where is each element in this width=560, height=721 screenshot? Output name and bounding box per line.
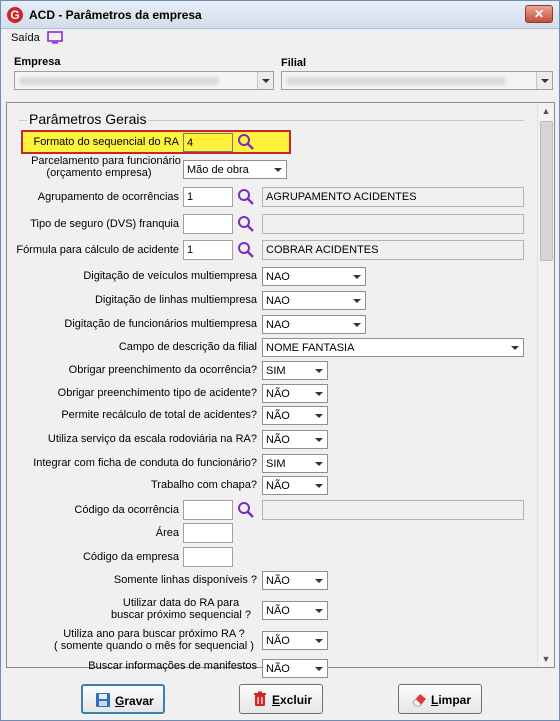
utiliza-ano-select[interactable] [262, 631, 328, 650]
filial-select[interactable] [281, 71, 553, 90]
dig-funcionarios-select[interactable] [262, 315, 366, 334]
trabalho-chapa-label: Trabalho com chapa? [151, 479, 257, 491]
chevron-down-icon [311, 431, 327, 448]
chevron-down-icon [270, 161, 286, 178]
monitor-icon[interactable] [47, 31, 63, 44]
recalculo-label: Permite recálculo de total de acidentes? [61, 409, 257, 421]
scroll-down-icon[interactable]: ▼ [541, 654, 551, 664]
window-title: ACD - Parâmetros da empresa [29, 8, 202, 22]
campo-filial-label: Campo de descrição da filial [118, 341, 257, 353]
somente-linhas-select[interactable] [262, 571, 328, 590]
chevron-down-icon [311, 385, 327, 402]
chevron-down-icon [311, 660, 327, 677]
formato-sequencial-label: Formato do sequencial do RA [33, 136, 179, 148]
eraser-icon [411, 691, 427, 707]
tipo-seguro-desc [262, 214, 524, 234]
filial-label: Filial [281, 57, 307, 69]
somente-linhas-label: Somente linhas disponíveis ? [113, 574, 257, 586]
codigo-ocorrencia-label: Código da ocorrência [74, 504, 179, 516]
trash-icon [252, 691, 268, 707]
codigo-empresa-label: Código da empresa [82, 551, 179, 563]
dig-funcionarios-label: Digitação de funcionários multiempresa [64, 318, 257, 330]
utiliza-ano-label-line2: ( somente quando o mês for sequencial ) [54, 640, 254, 652]
area-input[interactable] [183, 523, 233, 543]
title-bar [1, 1, 559, 29]
obrigar-ocorrencia-label: Obrigar preenchimento da ocorrência? [68, 364, 257, 376]
recalculo-select[interactable] [262, 406, 328, 425]
chevron-down-icon [257, 72, 273, 89]
utilizar-data-select[interactable] [262, 601, 328, 620]
chevron-down-icon [536, 72, 552, 89]
obrigar-tipo-select[interactable] [262, 384, 328, 403]
trabalho-chapa-select[interactable] [262, 476, 328, 495]
dig-linhas-label: Digitação de linhas multiempresa [94, 294, 257, 306]
codigo-ocorrencia-desc [262, 500, 524, 520]
chevron-down-icon [311, 407, 327, 424]
tipo-seguro-label: Tipo de seguro (DVS) franquia [30, 218, 179, 230]
campo-filial-select[interactable] [262, 338, 524, 357]
buscar-manifestos-label: Buscar informações de manifestos [88, 660, 257, 672]
group-title: Parâmetros Gerais [29, 111, 147, 127]
search-icon[interactable] [237, 215, 255, 233]
gravar-label: ravar [124, 694, 154, 708]
chevron-down-icon [311, 602, 327, 619]
excluir-button[interactable] [239, 684, 323, 714]
agrupamento-label: Agrupamento de ocorrências [37, 191, 179, 203]
empresa-label: Empresa [14, 56, 61, 68]
utiliza-ano-label-line1: Utiliza ano para buscar próximo RA ? [63, 628, 245, 640]
ficha-conduta-label: Integrar com ficha de conduta do funcionário? [33, 457, 257, 469]
tipo-seguro-code-input[interactable] [183, 214, 233, 234]
dig-linhas-select[interactable] [262, 291, 366, 310]
chevron-down-icon [507, 339, 523, 356]
obrigar-ocorrencia-select[interactable] [262, 361, 328, 380]
excluir-mnemonic: E [272, 693, 281, 707]
utilizar-data-label [103, 597, 259, 621]
save-icon [95, 692, 111, 708]
utiliza-ano-value: NÃO [266, 635, 290, 647]
agrupamento-code-input[interactable]: 1 [183, 187, 233, 207]
ficha-conduta-value: SIM [266, 458, 286, 470]
vertical-scrollbar[interactable] [537, 103, 554, 667]
formula-desc: COBRAR ACIDENTES [262, 240, 524, 260]
dig-veiculos-select[interactable] [262, 267, 366, 286]
limpar-label: impar [438, 693, 472, 707]
utilizar-data-label-line1: Utilizar data do RA para [122, 597, 240, 609]
recalculo-value: NÃO [266, 410, 290, 422]
parcelamento-label-line1: Parcelamento para funcionário [31, 155, 181, 167]
scrollbar-thumb[interactable] [540, 121, 553, 261]
excluir-label: xcluir [280, 693, 313, 707]
chevron-down-icon [311, 362, 327, 379]
agrupamento-desc: AGRUPAMENTO ACIDENTES [262, 187, 524, 207]
dig-linhas-value: NAO [266, 295, 290, 307]
codigo-empresa-input[interactable] [183, 547, 233, 567]
parameters-panel [6, 102, 555, 675]
search-icon[interactable] [237, 133, 255, 151]
dig-funcionarios-value: NAO [266, 319, 290, 331]
escala-select[interactable] [262, 430, 328, 449]
escala-label: Utiliza serviço da escala rodoviária na RA? [47, 433, 257, 445]
utilizar-data-value: NÃO [266, 605, 290, 617]
parcelamento-value: Mão de obra [187, 164, 249, 176]
dig-veiculos-value: NAO [266, 271, 290, 283]
ficha-conduta-select[interactable] [262, 454, 328, 473]
somente-linhas-value: NÃO [266, 575, 290, 587]
scroll-up-icon[interactable]: ▲ [541, 106, 551, 116]
obrigar-tipo-value: NÃO [266, 388, 290, 400]
buscar-manifestos-select[interactable] [262, 659, 328, 678]
formula-label: Fórmula para cálculo de acidente [16, 244, 179, 256]
parcelamento-label-line2: (orçamento empresa) [46, 167, 152, 179]
codigo-ocorrencia-input[interactable] [183, 500, 233, 520]
formato-sequencial-input[interactable]: 4 [183, 133, 233, 152]
app-logo-icon: G [7, 7, 23, 23]
chevron-down-icon [349, 292, 365, 309]
parcelamento-select[interactable] [183, 160, 287, 179]
search-icon[interactable] [237, 188, 255, 206]
obrigar-tipo-label: Obrigar preenchimento tipo de acidente? [57, 387, 257, 399]
utilizar-data-label-line2: buscar próximo sequencial ? [110, 609, 252, 621]
empresa-select[interactable] [14, 71, 274, 90]
search-icon[interactable] [237, 501, 255, 519]
area-label: Área [155, 527, 179, 539]
buscar-manifestos-value: NÃO [266, 663, 290, 675]
gravar-mnemonic: G [115, 694, 125, 708]
search-icon[interactable] [237, 241, 255, 259]
chevron-down-icon [311, 632, 327, 649]
parcelamento-label [29, 155, 183, 179]
close-button[interactable]: ✕ [525, 5, 553, 23]
gravar-button[interactable] [81, 684, 165, 714]
chevron-down-icon [311, 455, 327, 472]
obrigar-ocorrencia-value: SIM [266, 365, 286, 377]
formula-code-input[interactable]: 1 [183, 240, 233, 260]
trabalho-chapa-value: NÃO [266, 480, 290, 492]
escala-value: NÃO [266, 434, 290, 446]
campo-filial-value: NOME FANTASIA [266, 342, 355, 354]
dig-veiculos-label: Digitação de veículos multiempresa [83, 270, 257, 282]
utiliza-ano-label [47, 628, 261, 652]
limpar-button[interactable] [398, 684, 482, 714]
chevron-down-icon [311, 572, 327, 589]
chevron-down-icon [349, 316, 365, 333]
limpar-mnemonic: L [431, 693, 439, 707]
menu-item-saida[interactable]: Saída [11, 32, 40, 44]
chevron-down-icon [311, 477, 327, 494]
chevron-down-icon [349, 268, 365, 285]
